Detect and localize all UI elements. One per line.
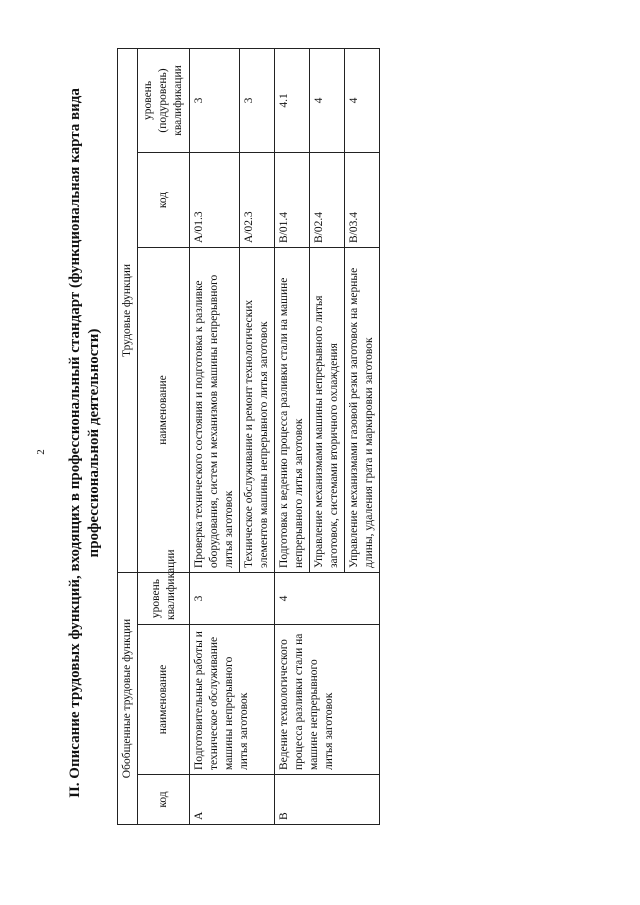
function-level: 3 [190, 48, 240, 152]
table-row [275, 48, 310, 824]
group-code: В [275, 775, 380, 825]
function-code: В/03.4 [345, 152, 380, 247]
function-name: Управление механизмами газовой резки заготовок на мерные длины, удаления грата и маркировки заготовок [345, 247, 380, 572]
title-line-2: профессиональной деятельности) [86, 328, 102, 558]
rotated-page-content [60, 43, 640, 843]
function-code: В/02.4 [310, 152, 345, 247]
header-function-name: наименование [138, 247, 190, 572]
title-line-1: II. Описание трудовых функций, входящих в профессиональный стандарт (функциональная карта вида [67, 88, 83, 798]
header-generalized-functions: Обобщенные трудовые функции [118, 572, 138, 824]
group-name: Подготовительные работы и техническое обслуживание машины непрерывного литья заготовок [190, 625, 275, 775]
header-labor-functions: Трудовые функции [118, 48, 138, 572]
group-name: Ведение технологического процесса разливки стали на машине непрерывного литья заготовок [275, 625, 380, 775]
function-name: Техническое обслуживание и ремонт технологических элементов машины непрерывного литья заготовок [240, 247, 275, 572]
section-title [66, 43, 104, 843]
header-code: код [138, 775, 190, 825]
header-name: наименование [138, 625, 190, 775]
function-code: А/01.3 [190, 152, 240, 247]
header-function-code: код [138, 152, 190, 247]
header-sublevel: уровень (подуровень) квалификации [138, 48, 190, 152]
function-level: 4 [345, 48, 380, 152]
functional-map-table [117, 48, 380, 825]
function-name: Проверка технического состояния и подготовка к разливке оборудования, систем и механизмов машины непрерывного литья заготовок [190, 247, 240, 572]
group-level: 3 [190, 572, 275, 624]
function-level: 3 [240, 48, 275, 152]
function-level: 4 [310, 48, 345, 152]
table-row [190, 48, 240, 824]
page-number: 2 [34, 449, 47, 455]
function-code: А/02.3 [240, 152, 275, 247]
function-name: Подготовка к ведению процесса разливки стали на машине непрерывного литья заготовок [275, 247, 310, 572]
function-level: 4.1 [275, 48, 310, 152]
group-level: 4 [275, 572, 380, 624]
group-code: А [190, 775, 275, 825]
function-name: Управление механизмами машины непрерывного литья заготовок, системами вторичного охлаждения [310, 247, 345, 572]
header-level: уровень квалификации [138, 572, 190, 624]
function-code: В/01.4 [275, 152, 310, 247]
